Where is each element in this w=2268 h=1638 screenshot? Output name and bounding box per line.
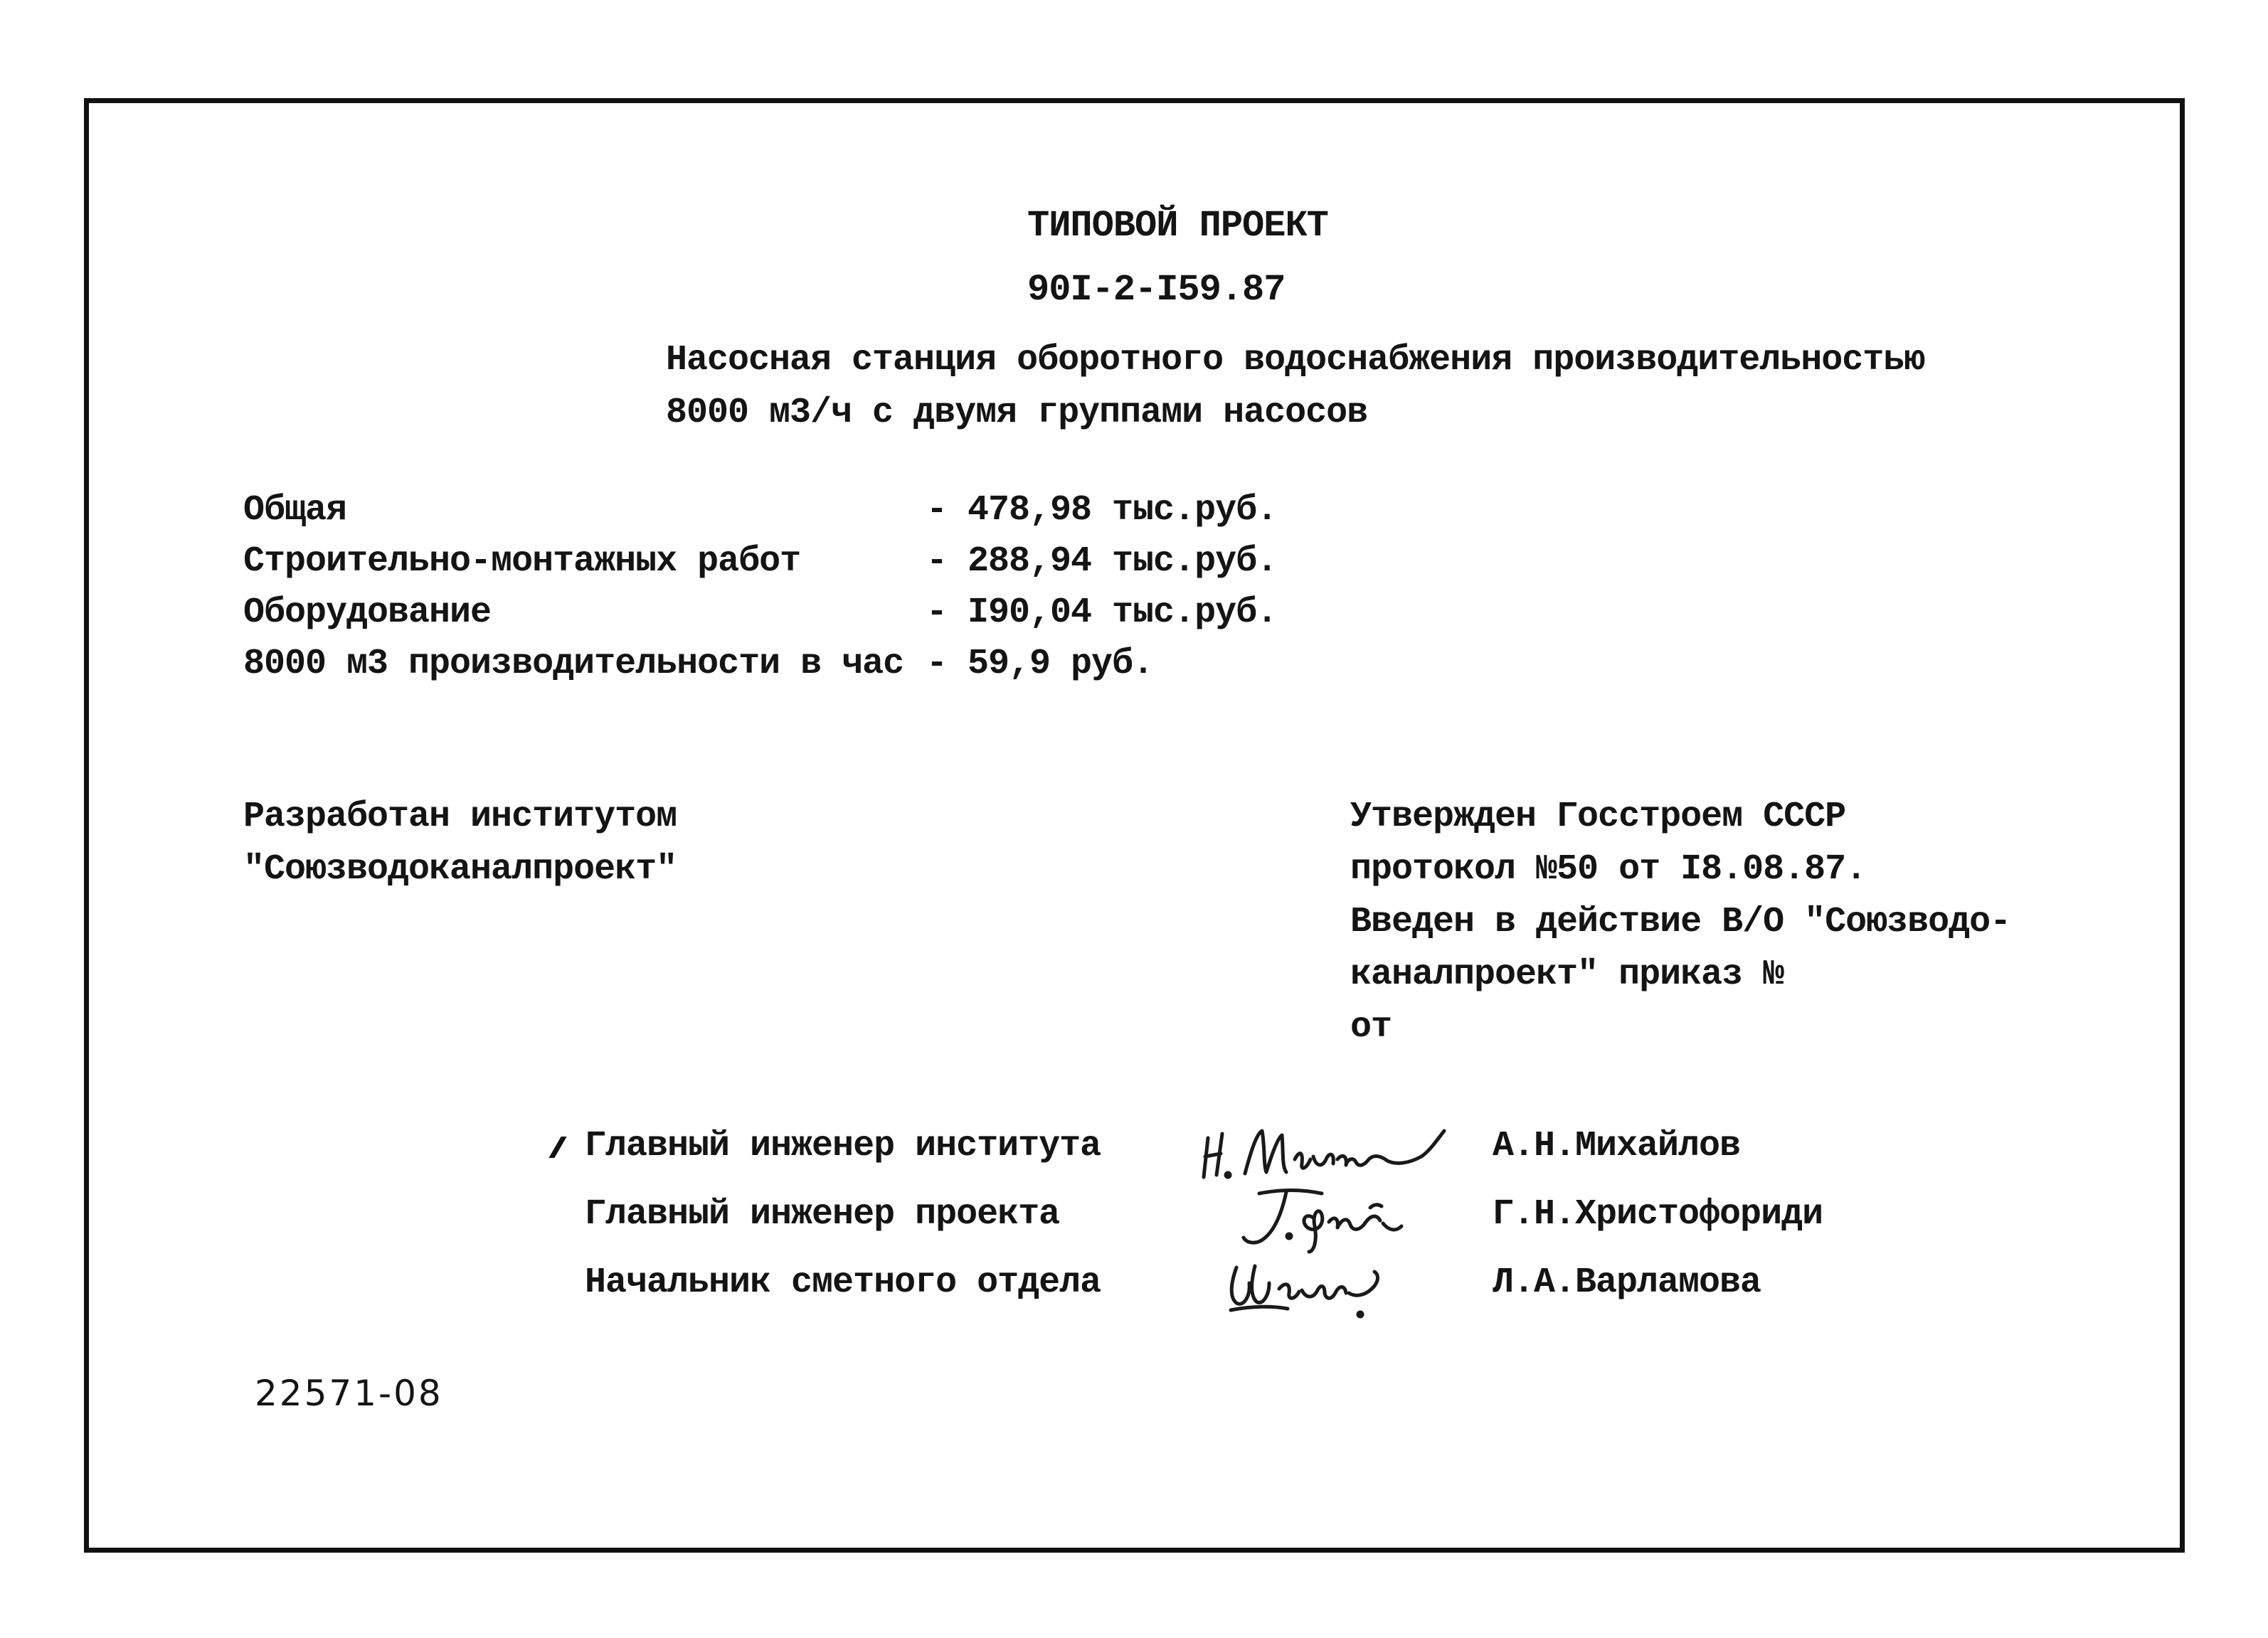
developer-line-1: Разработан институтом: [243, 797, 677, 837]
signature-khristoforidi: [1231, 1178, 1444, 1256]
approval-line-1: Утвержден Госстроем СССР: [1350, 797, 1846, 837]
signatory-name: Г.Н.Христофориди: [1493, 1194, 1823, 1235]
project-subtitle: [666, 334, 1924, 440]
signature-varlamova: [1209, 1246, 1416, 1324]
subtitle-line-1: Насосная станция оборотного водоснабжения производительностью: [666, 340, 1925, 381]
developer-line-2: "Союзводоканалпроект": [243, 849, 677, 890]
approval-line-5: от: [1350, 1007, 1392, 1048]
cost-label: Общая: [243, 490, 347, 531]
signatory-name: Л.А.Варламова: [1493, 1262, 1761, 1303]
approval-line-3: Введен в действие В/О "Союзводо-: [1350, 902, 2011, 942]
approval-line-2: протокол №50 от I8.08.87.: [1350, 849, 1867, 890]
cost-label: Строительно-монтажных работ: [243, 541, 801, 582]
signatory-position: Начальник сметного отдела: [585, 1262, 1101, 1303]
cost-value: - 59,9 руб.: [926, 644, 1154, 684]
document-title: ТИПОВОЙ ПРОЕКТ: [1027, 205, 1328, 247]
cost-label: Оборудование: [243, 592, 492, 633]
cost-value: - 288,94 тыс.руб.: [926, 541, 1278, 582]
signatory-position: Главный инженер проекта: [585, 1194, 1060, 1235]
signature-mikhailov: [1195, 1110, 1494, 1188]
project-code: 90I-2-I59.87: [1027, 269, 1286, 311]
developer-block: [243, 791, 677, 896]
cost-value: - I90,04 тыс.руб.: [926, 592, 1278, 633]
cost-value: - 478,98 тыс.руб.: [926, 490, 1278, 531]
signatory-name: А.Н.Михайлов: [1493, 1126, 1741, 1166]
signatory-position: Главный инженер института: [585, 1126, 1101, 1166]
approval-line-4: каналпроект" приказ №: [1350, 954, 1784, 995]
cost-label: 8000 м3 производительности в час: [243, 644, 904, 684]
subtitle-line-2: 8000 м3/ч с двумя группами насосов: [666, 393, 1368, 433]
inventory-number: 22571-08: [255, 1373, 443, 1414]
approval-block: [1350, 791, 2010, 1054]
